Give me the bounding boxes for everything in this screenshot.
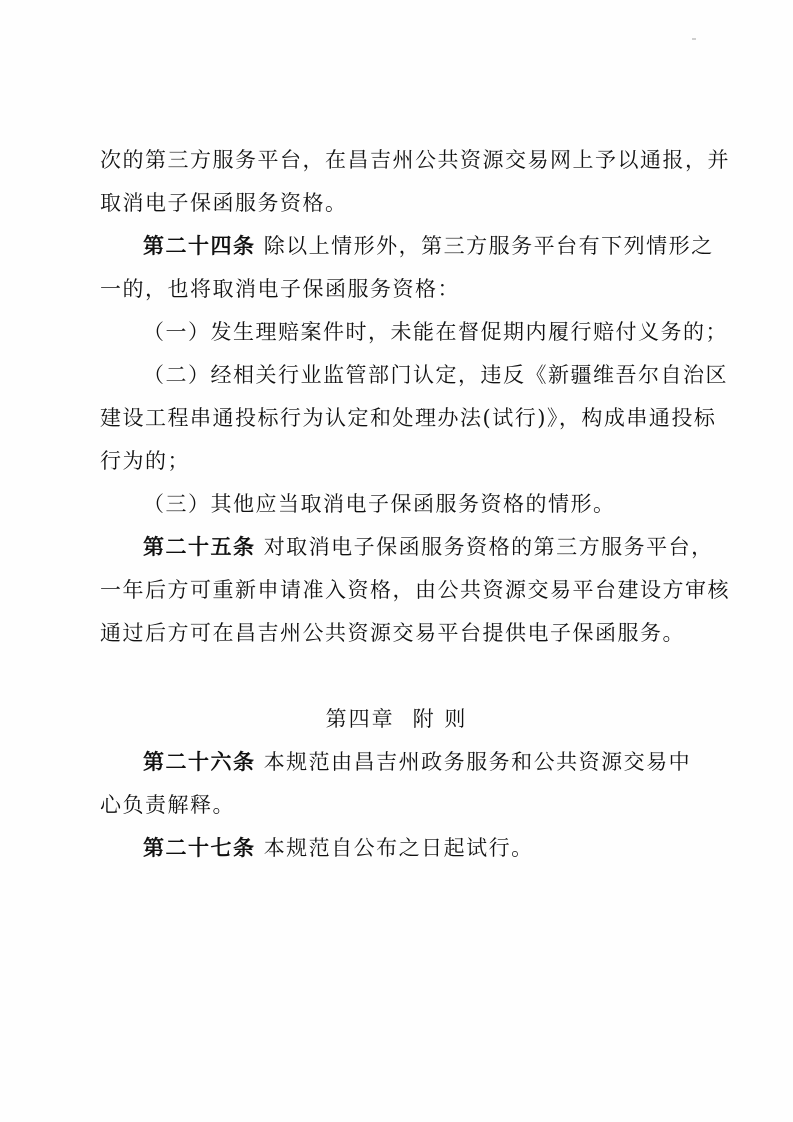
list-item: （一）发生理赔案件时，未能在督促期内履行赔付义务的； [143,320,728,344]
list-item: （二）经相关行业监管部门认定，违反《新疆维吾尔自治区 [143,363,728,387]
article-number: 第二十七条 [143,836,256,860]
paragraph-line: 一的，也将取消电子保函服务资格： [100,277,460,301]
paragraph-line: 一年后方可重新申请准入资格，由公共资源交易平台建设方审核 [100,578,730,602]
paragraph-line: 次的第三方服务平台，在昌吉州公共资源交易网上予以通报，并 [100,148,730,172]
article-number: 第二十六条 [143,750,256,774]
paragraph-line: 取消电子保函服务资格。 [100,191,348,215]
article-number: 第二十四条 [143,234,256,258]
article-text: 本规范自公布之日起试行。 [263,836,534,860]
paragraph-line: 建设工程串通投标行为认定和处理办法(试行)》，构成串通投标 [100,406,717,430]
chapter-number: 第四章 [325,707,395,731]
article-25 [143,533,714,561]
article-26 [143,748,691,776]
chapter-title: 附 则 [412,707,468,731]
chapter-heading [0,705,793,733]
article-text: 除以上情形外，第三方服务平台有下列情形之 [263,234,714,258]
list-item: （三）其他应当取消电子保函服务资格的情形。 [143,492,616,516]
scan-speck [692,38,696,40]
article-27 [143,834,534,862]
article-text: 对取消电子保函服务资格的第三方服务平台， [263,535,714,559]
paragraph-line: 心负责解释。 [100,793,235,817]
article-number: 第二十五条 [143,535,256,559]
article-24 [143,232,714,260]
paragraph-line: 通过后方可在昌吉州公共资源交易平台提供电子保函服务。 [100,621,685,645]
article-text: 本规范由昌吉州政务服务和公共资源交易中 [263,750,692,774]
paragraph-line: 行为的； [100,449,190,473]
